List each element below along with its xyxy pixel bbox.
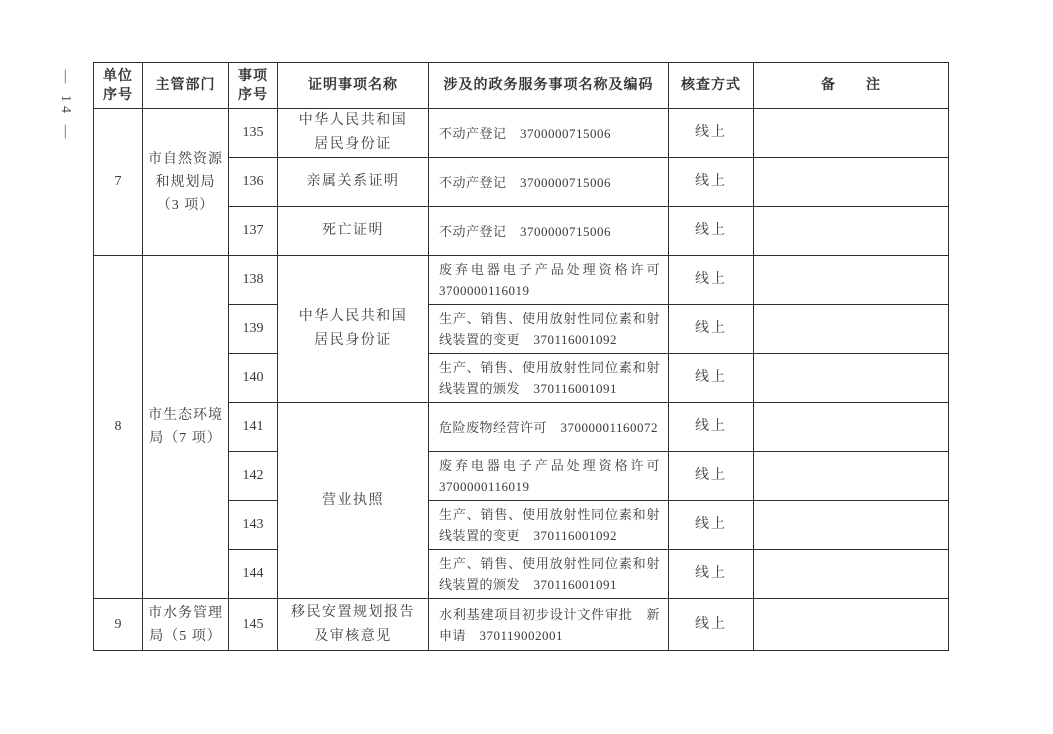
item-no-cell: 136 xyxy=(229,158,278,207)
service-cell: 废弃电器电子产品处理资格许可 3700000116019 xyxy=(429,256,669,305)
verification-cell: 线上 xyxy=(669,550,754,599)
table-row xyxy=(94,599,949,651)
remark-cell xyxy=(754,305,949,354)
header-service-name: 涉及的政务服务事项名称及编码 xyxy=(429,63,669,109)
table-row xyxy=(94,109,949,158)
remark-cell xyxy=(754,452,949,501)
item-no-cell: 142 xyxy=(229,452,278,501)
item-no-cell: 137 xyxy=(229,207,278,256)
verification-cell: 线上 xyxy=(669,452,754,501)
service-cell: 不动产登记 3700000715006 xyxy=(429,109,669,158)
verification-cell: 线上 xyxy=(669,158,754,207)
item-no-cell: 139 xyxy=(229,305,278,354)
remark-cell xyxy=(754,501,949,550)
unit-no-cell: 8 xyxy=(94,256,143,599)
service-cell: 生产、销售、使用放射性同位素和射线装置的变更 370116001092 xyxy=(429,305,669,354)
item-no-cell: 138 xyxy=(229,256,278,305)
remark-cell xyxy=(754,207,949,256)
table-row xyxy=(94,256,949,305)
item-no-cell: 143 xyxy=(229,501,278,550)
item-no-cell: 135 xyxy=(229,109,278,158)
header-unit-no: 单位 序号 xyxy=(94,63,143,109)
remark-cell xyxy=(754,354,949,403)
verification-cell: 线上 xyxy=(669,305,754,354)
verification-cell: 线上 xyxy=(669,109,754,158)
header-certificate-name: 证明事项名称 xyxy=(278,63,429,109)
verification-cell: 线上 xyxy=(669,354,754,403)
service-cell: 危险废物经营许可 37000001160072 xyxy=(429,403,669,452)
certificate-cell: 亲属关系证明 xyxy=(278,158,429,207)
header-remark: 备 注 xyxy=(754,63,949,109)
verification-cell: 线上 xyxy=(669,256,754,305)
service-cell: 生产、销售、使用放射性同位素和射线装置的颁发 370116001091 xyxy=(429,354,669,403)
item-no-cell: 141 xyxy=(229,403,278,452)
service-cell: 生产、销售、使用放射性同位素和射线装置的颁发 370116001091 xyxy=(429,550,669,599)
unit-no-cell: 9 xyxy=(94,599,143,651)
service-cell: 不动产登记 3700000715006 xyxy=(429,158,669,207)
service-cell: 生产、销售、使用放射性同位素和射线装置的变更 370116001092 xyxy=(429,501,669,550)
header-item-no: 事项 序号 xyxy=(229,63,278,109)
unit-no-cell: 7 xyxy=(94,109,143,256)
remark-cell xyxy=(754,158,949,207)
department-cell: 市自然资源 和规划局 （3 项） xyxy=(143,109,229,256)
verification-cell: 线上 xyxy=(669,207,754,256)
certificate-cell: 中华人民共和国 居民身份证 xyxy=(278,256,429,403)
header-department: 主管部门 xyxy=(143,63,229,109)
verification-cell: 线上 xyxy=(669,599,754,651)
item-no-cell: 144 xyxy=(229,550,278,599)
verification-cell: 线上 xyxy=(669,501,754,550)
remark-cell xyxy=(754,109,949,158)
header-row xyxy=(94,63,949,109)
department-cell: 市生态环境 局（7 项） xyxy=(143,256,229,599)
item-no-cell: 145 xyxy=(229,599,278,651)
remark-cell xyxy=(754,599,949,651)
service-cell: 废弃电器电子产品处理资格许可 3700000116019 xyxy=(429,452,669,501)
remark-cell xyxy=(754,550,949,599)
verification-cell: 线上 xyxy=(669,403,754,452)
service-cell: 水利基建项目初步设计文件审批 新申请 370119002001 xyxy=(429,599,669,651)
verification-items-table xyxy=(93,62,949,651)
header-verification: 核查方式 xyxy=(669,63,754,109)
certificate-cell: 营业执照 xyxy=(278,403,429,599)
item-no-cell: 140 xyxy=(229,354,278,403)
page-number: — 14 — xyxy=(58,69,73,143)
certificate-cell: 移民安置规划报告 及审核意见 xyxy=(278,599,429,651)
service-cell: 不动产登记 3700000715006 xyxy=(429,207,669,256)
remark-cell xyxy=(754,256,949,305)
certificate-cell: 中华人民共和国 居民身份证 xyxy=(278,109,429,158)
department-cell: 市水务管理 局（5 项） xyxy=(143,599,229,651)
remark-cell xyxy=(754,403,949,452)
certificate-cell: 死亡证明 xyxy=(278,207,429,256)
